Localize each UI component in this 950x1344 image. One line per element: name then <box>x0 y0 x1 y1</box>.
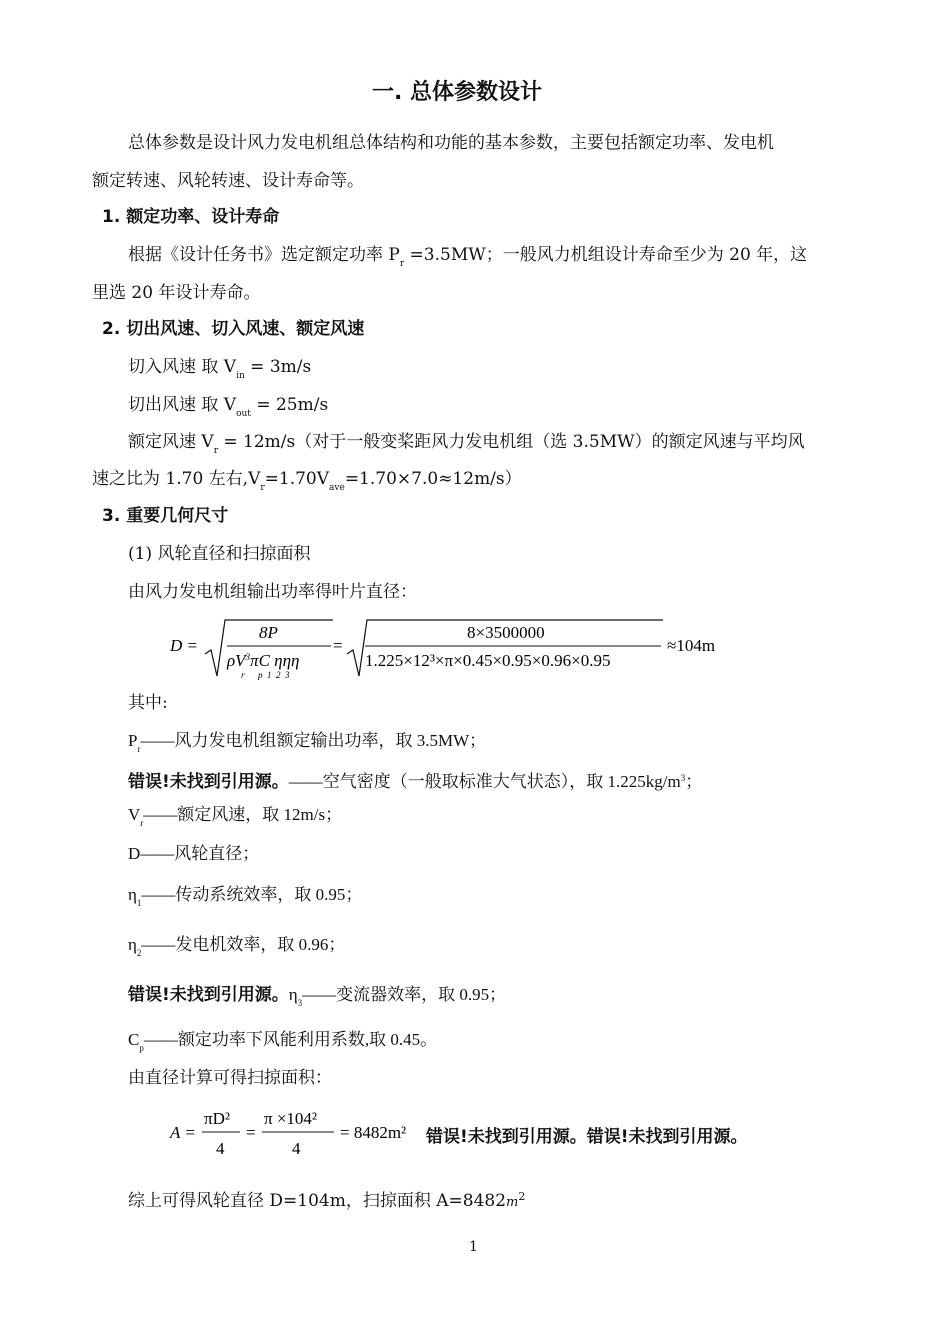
formula-den1-subs: r p 1 2 3 <box>241 670 290 680</box>
formula-num2: 8×3500000 <box>467 623 545 642</box>
intro-line-2: 额定转速、风轮转速、设计寿命等。 <box>92 171 364 191</box>
diameter-intro: 由风力发电机组输出功率得叶片直径： <box>128 582 417 602</box>
formula-num1: 8P <box>259 623 278 642</box>
rated-power-line-1: 根据《设计任务书》选定额定功率 $P_r =3.5MW$；一般风力机组设计寿命至少为 20 年，这 <box>128 245 808 269</box>
diameter-formula <box>165 614 785 684</box>
def-eta2: $\eta_2——$发电机效率，取 0.96； <box>128 935 346 958</box>
def-eta3: 错误!未找到引用源。$\eta_3——$变流器效率，取 0.95； <box>128 985 507 1008</box>
subheading-rotor: (1) 风轮直径和扫掠面积 <box>128 544 311 564</box>
formula-lhs: D = <box>170 636 198 655</box>
page-number: 1 <box>469 1239 478 1255</box>
rated-speed-line-1: 额定风速 $V_r = 12m/s$（对于一般变桨距风力发电机组（选 3.5MW）的额定风速与平均风 <box>128 432 805 456</box>
formula2-den1: 4 <box>216 1139 225 1158</box>
cut-in-speed: 切入风速 取 $V_{in} = 3m/s$ <box>128 357 312 381</box>
rated-power-line-2: 里选 20 年设计寿命。 <box>92 283 261 303</box>
def-eta1: $\eta_1——$传动系统效率，取 0.95； <box>128 885 363 908</box>
summary-line: 综上可得风轮直径 D=104m，扫掠面积 $A=8482m^2$ <box>128 1190 526 1211</box>
heading-geometry: 3. 重要几何尺寸 <box>102 506 229 526</box>
area-formula <box>168 1102 428 1162</box>
error-reference-1: 错误!未找到引用源。 <box>128 772 289 792</box>
formula2-den2: 4 <box>292 1139 301 1158</box>
cut-out-speed: 切出风速 取 $V_{out} = 25m/s$ <box>128 395 329 419</box>
where-label: 其中: <box>128 693 168 713</box>
intro-line-1: 总体参数是设计风力发电机组总体结构和功能的基本参数，主要包括额定功率、发电机 <box>128 133 774 153</box>
formula-eq: = <box>333 636 343 655</box>
heading-rated-power: 1. 额定功率、设计寿命 <box>102 207 280 227</box>
rated-speed-line-2: 速之比为 1.70 左右$,V_r=1.70V_{ave}=1.70\times 7.0\approx 12m/s$） <box>92 469 522 493</box>
formula2-eq1: = <box>246 1123 256 1142</box>
page-title: 一. 总体参数设计 <box>372 80 543 105</box>
def-vr: $V_r——$额定风速，取 12m/s； <box>128 805 343 828</box>
formula2-result: = 8482m² <box>340 1123 407 1142</box>
formula2-num1: πD² <box>204 1109 230 1128</box>
def-cp: $C_p——$额定功率下风能利用系数,取 0.45。 <box>128 1030 438 1053</box>
formula2-lhs: A = <box>170 1123 196 1142</box>
error-reference-3: 错误!未找到引用源。错误!未找到引用源。 <box>426 1127 748 1147</box>
error-reference-2: 错误!未找到引用源。 <box>128 985 289 1005</box>
def-d: D——风轮直径； <box>128 844 260 863</box>
heading-wind-speeds: 2. 切出风速、切入风速、额定风速 <box>102 319 365 339</box>
def-pr: $P_r——$风力发电机组额定输出功率，取 3.5MW； <box>128 731 487 754</box>
formula-result: ≈104m <box>667 636 716 655</box>
def-rho: 错误!未找到引用源。——空气密度（一般取标准大气状态），取 $1.225kg/m^3$； <box>128 772 703 792</box>
formula-den1: $\rho V^3\pi C$ ηηη <box>227 651 300 670</box>
formula2-num2: π ×104² <box>264 1109 318 1128</box>
formula-den2: 1.225×12³×π×0.45×0.95×0.96×0.95 <box>365 651 611 670</box>
area-intro: 由直径计算可得扫掠面积： <box>128 1068 332 1088</box>
